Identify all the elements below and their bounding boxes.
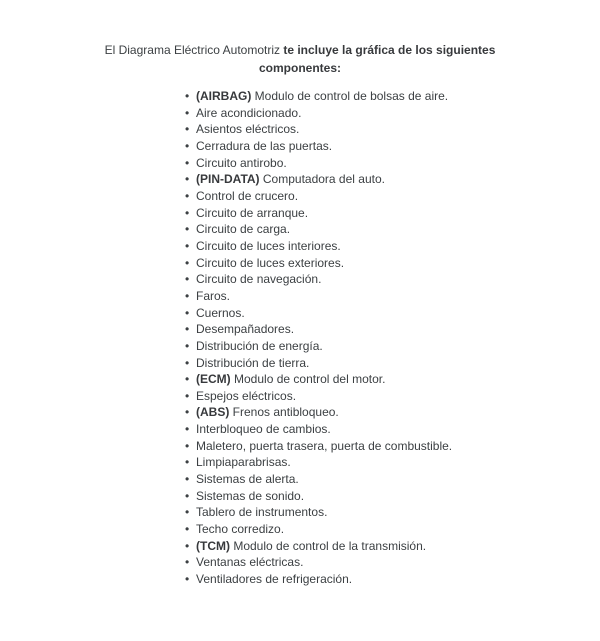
list-item	[196, 421, 600, 438]
list-item	[196, 438, 600, 455]
component-label: Aire acondicionado.	[196, 105, 302, 120]
list-item	[196, 105, 600, 122]
component-code: (ABS)	[196, 405, 230, 420]
list-item	[196, 538, 600, 555]
list-item	[196, 188, 600, 205]
component-label: Distribución de energía.	[196, 338, 323, 353]
component-label: Techo corredizo.	[196, 522, 285, 537]
component-label: Modulo de control del motor.	[234, 372, 386, 387]
component-label: Ventanas eléctricas.	[196, 555, 304, 570]
page-title-bold: te incluye la gráfica de los siguientes componentes:	[258, 43, 496, 75]
list-item	[196, 504, 600, 521]
list-item	[196, 554, 600, 571]
component-label: Control de crucero.	[196, 188, 299, 203]
component-code: (PIN-DATA)	[196, 172, 260, 187]
list-item	[196, 371, 600, 388]
component-code: (TCM)	[196, 538, 230, 553]
component-label: Tablero de instrumentos.	[196, 505, 328, 520]
list-item	[196, 88, 600, 105]
component-label: Asientos eléctricos.	[196, 122, 300, 137]
component-label: Modulo de control de la transmisión.	[233, 538, 427, 553]
list-item	[196, 155, 600, 172]
list-item	[196, 238, 600, 255]
component-label: Sistemas de alerta.	[196, 472, 299, 487]
component-label: Modulo de control de bolsas de aire.	[254, 89, 449, 103]
component-code: (ECM)	[196, 372, 231, 387]
list-item	[196, 288, 600, 305]
list-item	[196, 388, 600, 405]
component-label: Cuernos.	[196, 305, 245, 320]
list-item	[196, 321, 600, 338]
component-label: Limpiaparabrisas.	[196, 455, 291, 470]
document-page	[0, 41, 600, 641]
list-item	[196, 571, 600, 588]
list-item	[196, 171, 600, 188]
list-item	[196, 338, 600, 355]
component-label: Desempañadores.	[196, 322, 295, 337]
page-title	[100, 41, 500, 77]
component-label: Circuito de arranque.	[196, 205, 309, 220]
component-label: Computadora del auto.	[262, 172, 385, 187]
component-label: Ventiladores de refrigeración.	[196, 572, 353, 587]
list-item	[196, 521, 600, 538]
component-label: Cerradura de las puertas.	[196, 138, 333, 153]
component-label: Espejos eléctricos.	[196, 388, 297, 403]
component-label: Circuito de carga.	[196, 222, 291, 237]
component-label: Faros.	[196, 288, 231, 303]
components-list	[196, 88, 600, 588]
list-item	[196, 121, 600, 138]
list-item	[196, 205, 600, 222]
component-label: Circuito de navegación.	[196, 272, 322, 287]
component-label: Frenos antibloqueo.	[232, 405, 339, 420]
page-title-regular: El Diagrama Eléctrico Automotriz	[104, 43, 284, 57]
component-label: Circuito de luces exteriores.	[196, 255, 345, 270]
list-item	[196, 305, 600, 322]
component-label: Circuito de luces interiores.	[196, 238, 341, 253]
list-item	[196, 471, 600, 488]
list-item	[196, 221, 600, 238]
component-label: Maletero, puerta trasera, puerta de combustible.	[196, 438, 453, 453]
list-item	[196, 255, 600, 272]
list-item	[196, 271, 600, 288]
component-label: Sistemas de sonido.	[196, 488, 305, 503]
component-label: Interbloqueo de cambios.	[196, 422, 331, 437]
list-item	[196, 404, 600, 421]
component-code: (AIRBAG)	[196, 89, 252, 103]
list-item	[196, 138, 600, 155]
component-label: Distribución de tierra.	[196, 355, 310, 370]
component-label: Circuito antirobo.	[196, 155, 287, 170]
list-item	[196, 355, 600, 372]
list-item	[196, 454, 600, 471]
list-item	[196, 488, 600, 505]
